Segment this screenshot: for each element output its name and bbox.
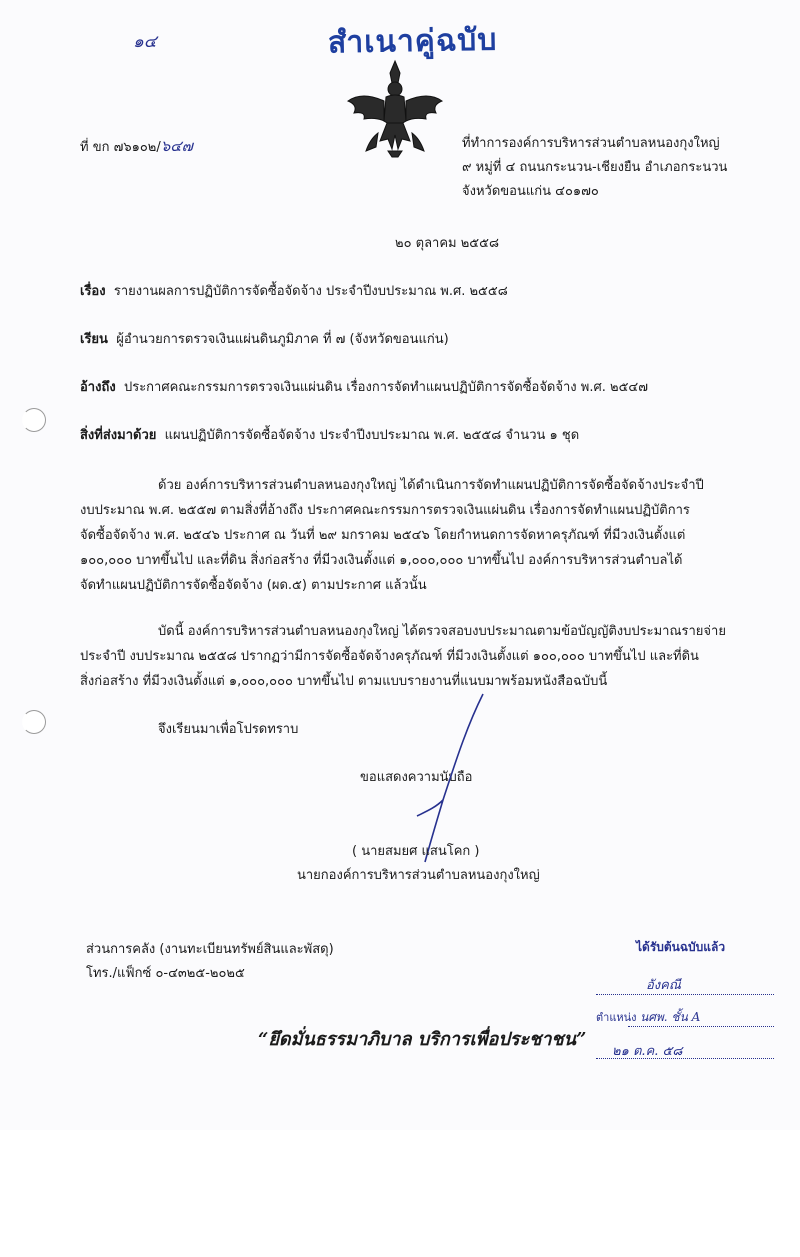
receipt-note-signer: อังคณี [646, 978, 681, 993]
copy-stamp: สำเนาคู่ฉบับ [327, 22, 498, 61]
para2-line-1: บัดนี้ องค์การบริหารส่วนตำบลหนองกุงใหญ่ ได้ตรวจสอบงบประมาณตามข้อบัญญัติงบประมาณรายจ่าย [158, 624, 726, 639]
para1-line-3: จัดซื้อจัดจ้าง พ.ศ. ๒๕๔๖ ประกาศ ณ วันที่ ๒๙ มกราคม ๒๕๔๖ โดยกำหนดการจัดหาครุภัณฑ์ ที่มีวงเงินตั้งแต่ [80, 528, 686, 543]
to-text: ผู้อำนวยการตรวจเงินแผ่นดินภูมิภาค ที่ ๗ (จังหวัดขอนแก่น) [116, 332, 449, 347]
subject-row [80, 280, 508, 301]
enclosure-text: แผนปฏิบัติการจัดซื้อจัดจ้าง ประจำปีงบประมาณ พ.ศ. ๒๕๕๘ จำนวน ๑ ชุด [164, 428, 580, 443]
para1-line-4: ๑๐๐,๐๐๐ บาทขึ้นไป และที่ดิน สิ่งก่อสร้าง ที่มีวงเงินตั้งแต่ ๑,๐๐๐,๐๐๐ บาทขึ้นไป องค์การบริหารส่วนตำบลได้ [80, 553, 683, 568]
receipt-note-position-value: นศพ. ชั้น A [640, 1010, 701, 1024]
sender-address-line-2: ๙ หมู่ที่ ๔ ถนนกระนวน-เชียงยืน อำเภอกระนวน [462, 160, 728, 175]
page-mark: ๑๔ [133, 32, 157, 52]
subject-label: เรื่อง [80, 284, 106, 299]
slogan: “ยึดมั่นธรรมาภิบาล บริการเพื่อประชาชน” [258, 1029, 587, 1050]
enclosure-label: สิ่งที่ส่งมาด้วย [80, 428, 157, 443]
regards-line: ขอแสดงความนับถือ [360, 770, 473, 785]
reference-number [80, 134, 193, 158]
department-line: ส่วนการคลัง (งานทะเบียนทรัพย์สินและพัสดุ) [86, 942, 334, 957]
para1-line-5: จัดทำแผนปฏิบัติการจัดซื้อจัดจ้าง (ผด.๕) ตามประกาศ แล้วนั้น [80, 578, 427, 593]
garuda-emblem-icon [340, 55, 450, 160]
reference-text: ประกาศคณะกรรมการตรวจเงินแผ่นดิน เรื่องการจัดทำแผนปฏิบัติการจัดซื้อจัดจ้าง พ.ศ. ๒๕๔๗ [123, 380, 649, 395]
sender-address-line-1: ที่ทำการองค์การบริหารส่วนตำบลหนองกุงใหญ่ [462, 136, 720, 151]
punch-hole-bottom [22, 710, 46, 734]
para1-line-2: งบประมาณ พ.ศ. ๒๕๕๗ ตามสิ่งที่อ้างถึง ประกาศคณะกรรมการตรวจเงินแผ่นดิน เรื่องการจัดทำแผนปฏิบัติการ [80, 503, 690, 518]
receipt-note-position [596, 1008, 700, 1027]
receipt-note-date: ๒๑ ต.ค. ๕๘ [612, 1044, 683, 1059]
para2-line-2: ประจำปี งบประมาณ ๒๕๕๘ ปรากฏว่ามีการจัดซื้อจัดจ้างครุภัณฑ์ ที่มีวงเงินตั้งแต่ ๑๐๐,๐๐๐ บาทขึ้นไป และที่ดิน [80, 649, 699, 664]
receipt-note-position-label: ตำแหน่ง [596, 1011, 637, 1024]
receipt-note-date-line [596, 1058, 774, 1059]
sender-address-line-3: จังหวัดขอนแก่น ๔๐๑๗๐ [462, 184, 599, 199]
subject-text: รายงานผลการปฏิบัติการจัดซื้อจัดจ้าง ประจำปีงบประมาณ พ.ศ. ๒๕๕๘ [113, 284, 508, 299]
letter-date: ๒๐ ตุลาคม ๒๕๕๘ [395, 236, 500, 251]
reference-number-hand: ๖๔๗ [160, 137, 193, 155]
para2-line-3: สิ่งก่อสร้าง ที่มีวงเงินตั้งแต่ ๑,๐๐๐,๐๐๐ บาทขึ้นไป ตามแบบรายงานที่แนบมาพร้อมหนังสือฉบับนี้ [80, 674, 608, 689]
reference-label: อ้างถึง [80, 380, 116, 395]
receipt-note-signer-line [596, 994, 774, 995]
phone-line: โทร./แฟ็กซ์ ๐-๔๓๒๕-๒๐๒๕ [86, 966, 245, 981]
to-label: เรียน [80, 332, 108, 347]
to-row [80, 328, 449, 349]
signer-position: นายกองค์การบริหารส่วนตำบลหนองกุงใหญ่ [297, 868, 540, 883]
reference-row [80, 376, 648, 397]
reference-number-label: ที่ ขก ๗๖๑๐๒/ [80, 140, 161, 155]
receipt-note-position-line [628, 1026, 774, 1027]
signer-name: ( นายสมยศ แสนโคก ) [352, 844, 480, 859]
enclosure-row [80, 424, 579, 445]
para1-line-1: ด้วย องค์การบริหารส่วนตำบลหนองกุงใหญ่ ได้ดำเนินการจัดทำแผนปฏิบัติการจัดซื้อจัดจ้างประจำปี [158, 478, 704, 493]
punch-hole-top [22, 408, 46, 432]
closing-line: จึงเรียนมาเพื่อโปรดทราบ [158, 722, 299, 737]
receipt-note-title: ได้รับต้นฉบับแล้ว [636, 940, 726, 954]
